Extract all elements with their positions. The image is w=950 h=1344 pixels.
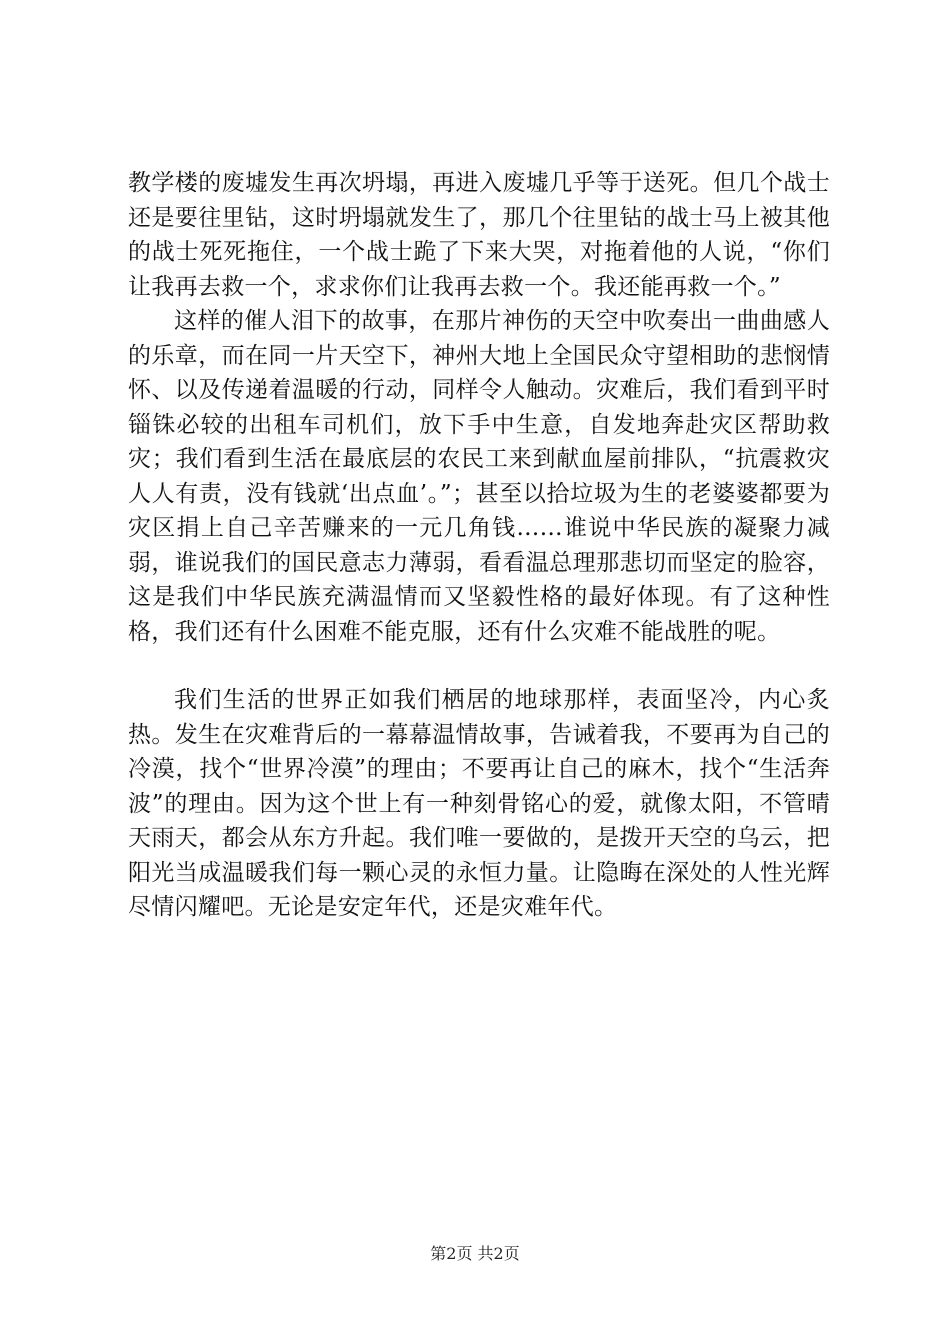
page-footer: 第2页 共2页 [430,1244,520,1263]
paragraph-2: 这样的催人泪下的故事，在那片神伤的天空中吹奏出一曲曲感人的乐章，而在同一片天空下，神州大地上全国民众守望相助的悲悯情怀、以及传递着温暖的行动，同样令人触动。灾难后，我们看到平时锱铢必较的出租车司机们，放下手中生意，自发地奔赴灾区帮助救灾；我们看到生活在最底层的农民工来到献血屋前排队，“抗震救灾人人有责，没有钱就‘出点血’。”；甚至以拾垃圾为生的老婆婆都要为灾区捐上自己辛苦赚来的一元几角钱……谁说中华民族的凝聚力减弱，谁说我们的国民意志力薄弱，看看温总理那悲切而坚定的脸容，这是我们中华民族充满温情而又坚毅性格的最好体现。有了这种性格，我们还有什么困难不能克服，还有什么灾难不能战胜的呢。 [128,308,830,645]
paragraph-spacer [128,649,830,683]
paragraph-1: 教学楼的废墟发生再次坍塌，再进入废墟几乎等于送死。但几个战士还是要往里钻，这时坍塌就发生了，那几个往里钻的战士马上被其他的战士死死拖住，一个战士跪了下来大哭，对拖着他的人说，“你们让我再去救一个，求求你们让我再去救一个。我还能再救一个。” [128,170,830,300]
paragraph-3: 我们生活的世界正如我们栖居的地球那样，表面坚冷，内心炙热。发生在灾难背后的一幕幕温情故事，告诫着我，不要再为自己的冷漠，找个“世界冷漠”的理由；不要再让自己的麻木，找个“生活奔波”的理由。因为这个世上有一种刻骨铭心的爱，就像太阳，不管晴天雨天，都会从东方升起。我们唯一要做的，是拨开天空的乌云，把阳光当成温暖我们每一颗心灵的永恒力量。让隐晦在深处的人性光辉尽情闪耀吧。无论是安定年代，还是灾难年代。 [128,687,830,920]
document-body [128,166,830,925]
